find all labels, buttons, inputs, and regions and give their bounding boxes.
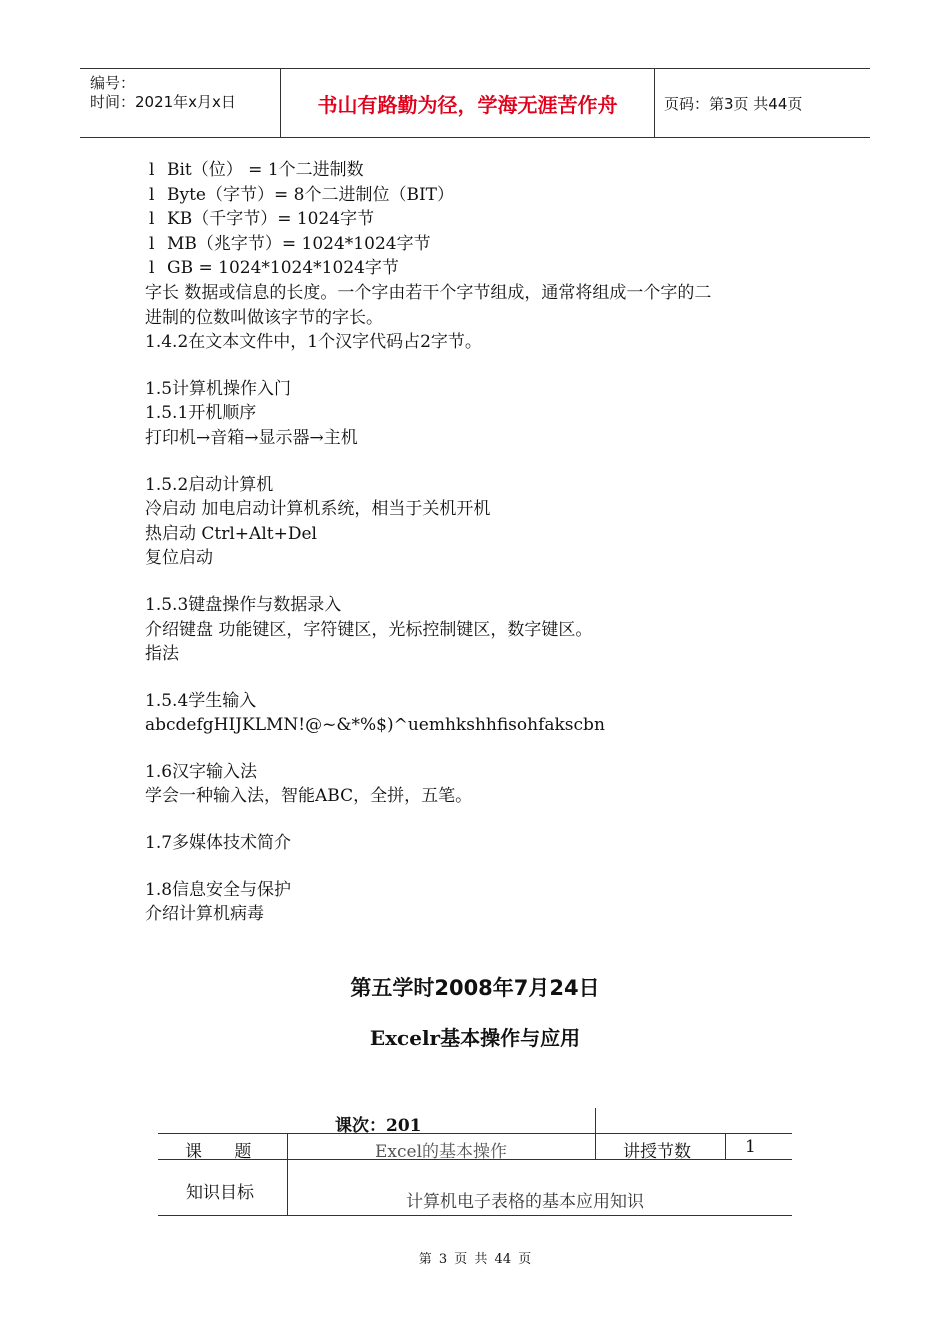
paragraph-line: 介绍计算机病毒 [145,904,264,925]
table-rule [158,1215,792,1216]
paragraph-line: 指法 [145,644,179,665]
document-date-label: 时间：2021年x月x日 [90,93,236,111]
header-motto: 书山有路勤为径，学海无涯苦作舟 [317,92,618,117]
subsection-heading: 1.5.4学生输入 [145,690,257,711]
paragraph-line: 介绍键盘 功能键区，字符键区，光标控制键区，数字键区。 [145,619,593,640]
paragraph-line: 打印机→音箱→显示器→主机 [145,427,358,448]
lesson-number: 课次：201 [335,1116,422,1136]
document-number-label: 编号： [90,74,136,92]
paragraph-line: 字长 数据或信息的长度。一个字由若干个字节组成，通常将组成一个字的二 [145,282,712,303]
header-divider [654,69,655,137]
section-heading: 1.8信息安全与保护 [145,879,292,900]
bullet-marker: l [149,209,155,230]
header-page-info: 页码：第3页 共44页 [664,94,803,113]
header-meta [80,69,280,137]
lesson-subtitle: Excelr基本操作与应用 [369,1026,581,1050]
paragraph-line: 1.4.2在文本文件中，1个汉字代码占2字节。 [145,332,482,353]
lesson-table [158,1108,792,1216]
lesson-title: 第五学时2008年7月24日 [350,976,600,1000]
section-heading: 1.6汉字输入法 [145,761,258,782]
document-body [145,158,825,927]
table-rule [725,1133,726,1159]
subsection-heading: 1.5.3键盘操作与数据录入 [145,594,342,615]
page-footer: 第 3 页 共 44 页 [418,1252,532,1267]
bullet-marker: l [149,160,155,180]
section-heading: 1.7多媒体技术简介 [145,833,292,854]
paragraph-line: 冷启动 加电启动计算机系统，相当于关机开机 [145,499,491,520]
table-rule [158,1133,792,1134]
bullet-marker: l [149,184,155,205]
page-header [80,68,870,138]
bullet-marker: l [149,258,155,279]
paragraph-line: 学会一种输入法，智能ABC，全拼，五笔。 [145,786,473,807]
hours-label: 讲授节数 [623,1142,691,1162]
topic-value: Excel的基本操作 [374,1142,507,1162]
table-rule [595,1108,596,1159]
paragraph-line: 进制的位数叫做该字节的字长。 [145,307,383,328]
paragraph-line: abcdefgHIJKLMN!@~&*%$)^uemhkshhfisohfakscbn [145,715,605,736]
topic-label: 课 题 [185,1142,252,1162]
list-item: l Byte（字节）= 8个二进制位（BIT） [145,183,825,208]
bullet-marker: l [149,233,155,254]
subsection-heading: 1.5.1开机顺序 [145,403,257,424]
list-item: l GB = 1024*1024*1024字节 [145,256,825,281]
paragraph-line: 复位启动 [145,548,213,569]
list-item: l MB（兆字节）= 1024*1024字节 [145,232,825,257]
section-heading: 1.5计算机操作入门 [145,378,292,399]
hours-value: 1 [745,1137,756,1157]
list-item: l Bit（位） = 1个二进制数 [145,158,825,183]
goal-label: 知识目标 [186,1183,254,1203]
list-item: l KB（千字节）= 1024字节 [145,207,825,232]
subsection-heading: 1.5.2启动计算机 [145,474,274,495]
goal-value: 计算机电子表格的基本应用知识 [406,1192,644,1212]
paragraph-line: 热启动 Ctrl+Alt+Del [145,523,317,544]
